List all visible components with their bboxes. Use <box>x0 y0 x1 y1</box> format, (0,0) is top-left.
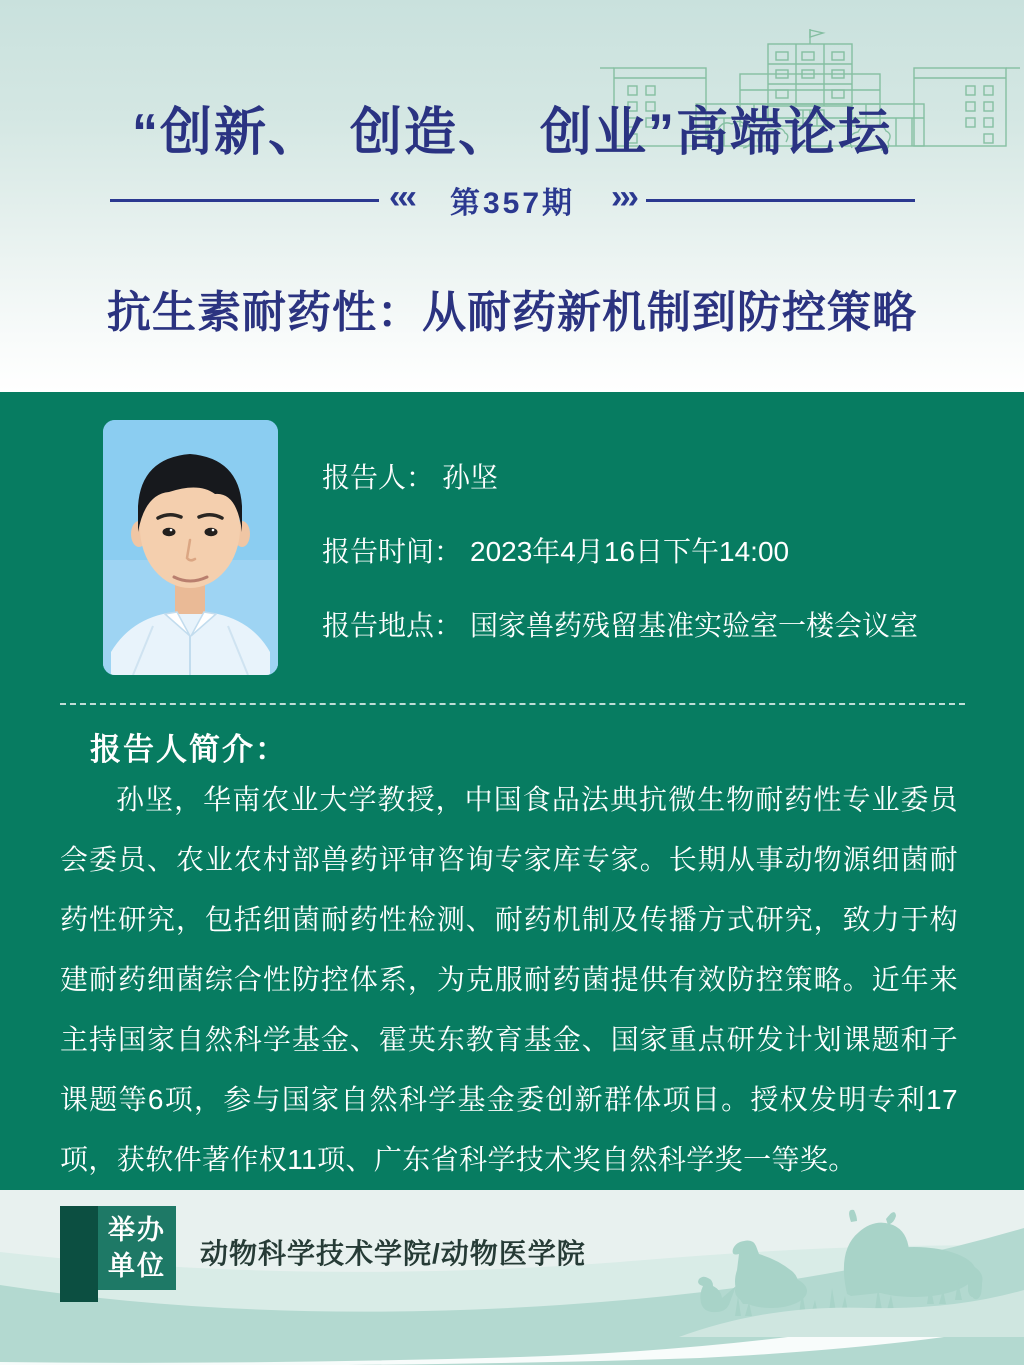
right-chevrons-icon: ››› <box>611 178 636 216</box>
organizer-label-line2: 单位 <box>108 1251 166 1281</box>
venue-label: 报告地点： <box>322 610 463 641</box>
lecture-title: 抗生素耐药性：从耐药新机制到防控策略 <box>107 288 917 337</box>
organizer-name: 动物科学技术学院/动物医学院 <box>200 1238 586 1269</box>
issue-row <box>110 178 915 220</box>
forum-title: “创新、 创造、 创业”高端论坛 <box>131 104 892 162</box>
issue-number: 第357期 <box>449 187 576 220</box>
speaker-label: 报告人： <box>322 462 435 493</box>
poster-body <box>0 392 1024 1190</box>
dashed-divider <box>60 703 965 705</box>
time-value: 2023年4月16日下午14:00 <box>470 536 790 567</box>
venue-row <box>322 604 918 644</box>
portrait-illustration <box>103 420 278 675</box>
organizer-badge-label <box>98 1206 176 1290</box>
bio-heading: 报告人简介： <box>90 732 288 767</box>
organizer-badge <box>60 1206 176 1302</box>
organizer-label-line1: 举办 <box>108 1215 166 1245</box>
speaker-row <box>322 456 498 496</box>
time-row <box>322 530 789 570</box>
organizer-badge-accent <box>60 1206 98 1302</box>
issue-right-line <box>646 199 915 202</box>
speaker-photo <box>103 420 278 675</box>
venue-value: 国家兽药残留基准实验室一楼会议室 <box>470 610 919 641</box>
poster-footer <box>0 1190 1024 1365</box>
bio-paragraph: 孙坚，华南农业大学教授，中国食品法典抗微生物耐药性专业委员会委员、农业农村部兽药评审咨询专家库专家。长期从事动物源细菌耐药性研究，包括细菌耐药性检测、耐药机制及传播方式研究，致力于构建耐药细菌综合性防控体系，为克服耐药菌提供有效防控策略。近年来主持国家自然科学基金、霍英东教育基金、国家重点研发计划课题和子课题等6项，参与国家自然科学基金委创新群体项目。授权发明专利17项，获软件著作权11项、广东省科学技术奖自然科学奖一等奖。 <box>60 784 958 1175</box>
time-label: 报告时间： <box>322 536 463 567</box>
left-chevrons-icon: ‹‹‹ <box>389 178 414 216</box>
poster-header <box>0 0 1024 392</box>
issue-left-line <box>110 199 379 202</box>
speaker-name: 孙坚 <box>442 462 499 493</box>
farm-animals-silhouette-icon <box>679 1192 1024 1337</box>
